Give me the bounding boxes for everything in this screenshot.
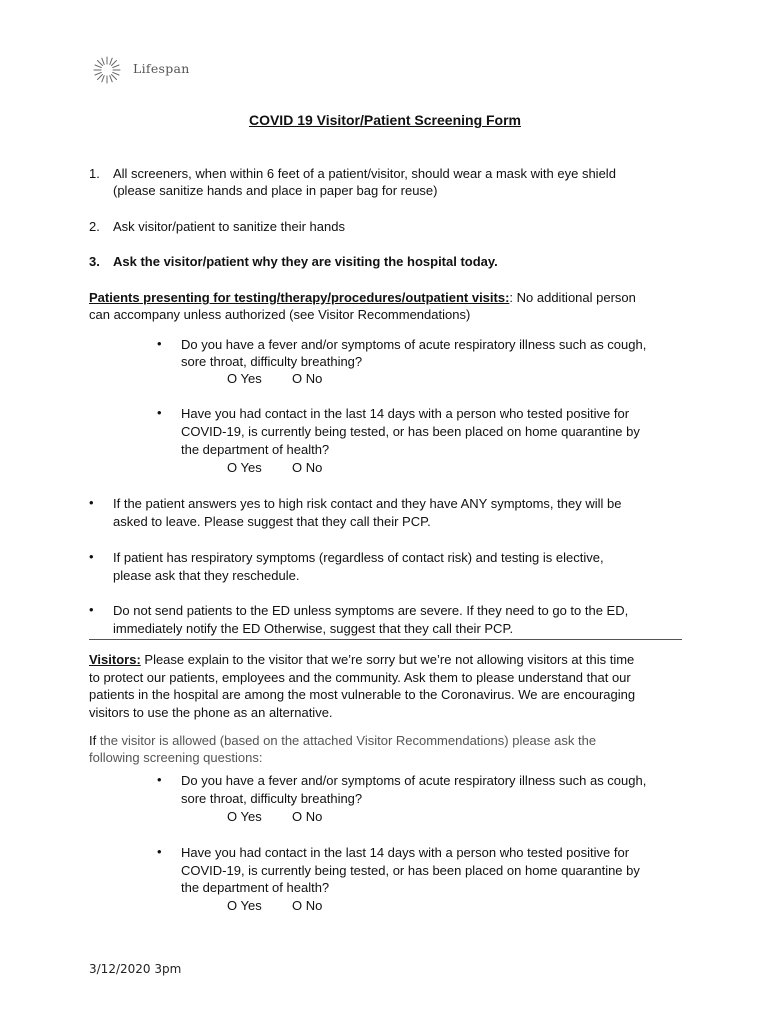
lifespan-logo	[89, 53, 209, 87]
step-text: (please sanitize hands and place in paper bag for reuse)	[113, 183, 438, 198]
question-text: Have you had contact in the last 14 days with a person who tested positive for	[181, 845, 630, 860]
visitors-text: to protect our patients, employees and the community. Ask them to please understand that our	[89, 670, 631, 685]
patients-heading-suffix: : No additional person	[509, 290, 636, 305]
bullet-icon: •	[157, 772, 162, 787]
patients-heading-line	[89, 289, 636, 307]
step-number: 2.	[89, 219, 100, 234]
note-text: immediately notify the ED Otherwise, suggest that they call their PCP.	[113, 621, 514, 636]
no-option[interactable]: O No	[292, 371, 323, 386]
question-text: Do you have a fever and/or symptoms of acute respiratory illness such as cough,	[181, 773, 647, 788]
yes-option[interactable]: O Yes	[227, 898, 262, 913]
footer-date: 3/12/2020 3pm	[89, 962, 182, 976]
question-text: the department of health?	[181, 880, 330, 895]
question-text: COVID-19, is currently being tested, or has been placed on home quarantine by	[181, 863, 640, 878]
yes-option[interactable]: O Yes	[227, 371, 262, 386]
visitors-text: Please explain to the visitor that we’re sorry but we’re not allowing visitors at this time	[140, 652, 635, 667]
yes-option[interactable]: O Yes	[227, 809, 262, 824]
visitors-heading: Visitors:	[89, 652, 141, 667]
no-option[interactable]: O No	[292, 460, 323, 475]
bullet-icon: •	[89, 602, 94, 617]
note-text: If the patient answers yes to high risk contact and they have ANY symptoms, they will be	[113, 496, 622, 511]
question-text: Do you have a fever and/or symptoms of acute respiratory illness such as cough,	[181, 337, 647, 352]
no-option[interactable]: O No	[292, 898, 323, 913]
visitors-text: patients in the hospital are among the most vulnerable to the Coronavirus. We are encouraging	[89, 687, 636, 702]
patients-text: can accompany unless authorized (see Visitor Recommendations)	[89, 307, 471, 322]
bullet-icon: •	[157, 405, 162, 420]
note-text: please ask that they reschedule.	[113, 568, 300, 583]
step-number: 3.	[89, 254, 100, 269]
if-word: If	[89, 733, 97, 748]
step-text: Ask visitor/patient to sanitize their hands	[113, 219, 345, 234]
section-divider	[89, 639, 682, 640]
if-text: the visitor is allowed (based on the attached Visitor Recommendations) please ask the	[96, 733, 597, 748]
visitors-text: visitors to use the phone as an alternative.	[89, 705, 333, 720]
page-title: COVID 19 Visitor/Patient Screening Form	[248, 112, 522, 128]
step-text: Ask the visitor/patient why they are visiting the hospital today.	[113, 254, 498, 269]
bullet-icon: •	[89, 549, 94, 564]
visitors-line	[89, 651, 634, 669]
bullet-icon: •	[157, 844, 162, 859]
note-text: Do not send patients to the ED unless symptoms are severe. If they need to go to the ED,	[113, 603, 629, 618]
note-text: asked to leave. Please suggest that they call their PCP.	[113, 514, 431, 529]
bullet-icon: •	[89, 495, 94, 510]
if-text: following screening questions:	[89, 750, 263, 765]
no-option[interactable]: O No	[292, 809, 323, 824]
question-text: Have you had contact in the last 14 days with a person who tested positive for	[181, 406, 630, 421]
step-number: 1.	[89, 166, 100, 181]
patients-heading: Patients presenting for testing/therapy/procedures/outpatient visits:	[89, 290, 510, 305]
note-text: If patient has respiratory symptoms (regardless of contact risk) and testing is elective,	[113, 550, 604, 565]
bullet-icon: •	[157, 336, 162, 351]
visitors-if-line	[89, 732, 596, 750]
sunburst-icon	[89, 53, 125, 87]
question-text: sore throat, difficulty breathing?	[181, 354, 363, 369]
question-text: the department of health?	[181, 442, 330, 457]
step-text: All screeners, when within 6 feet of a patient/visitor, should wear a mask with eye shield	[113, 166, 616, 181]
question-text: COVID-19, is currently being tested, or has been placed on home quarantine by	[181, 424, 640, 439]
logo-text: Lifespan	[133, 61, 190, 76]
yes-option[interactable]: O Yes	[227, 460, 262, 475]
question-text: sore throat, difficulty breathing?	[181, 791, 363, 806]
